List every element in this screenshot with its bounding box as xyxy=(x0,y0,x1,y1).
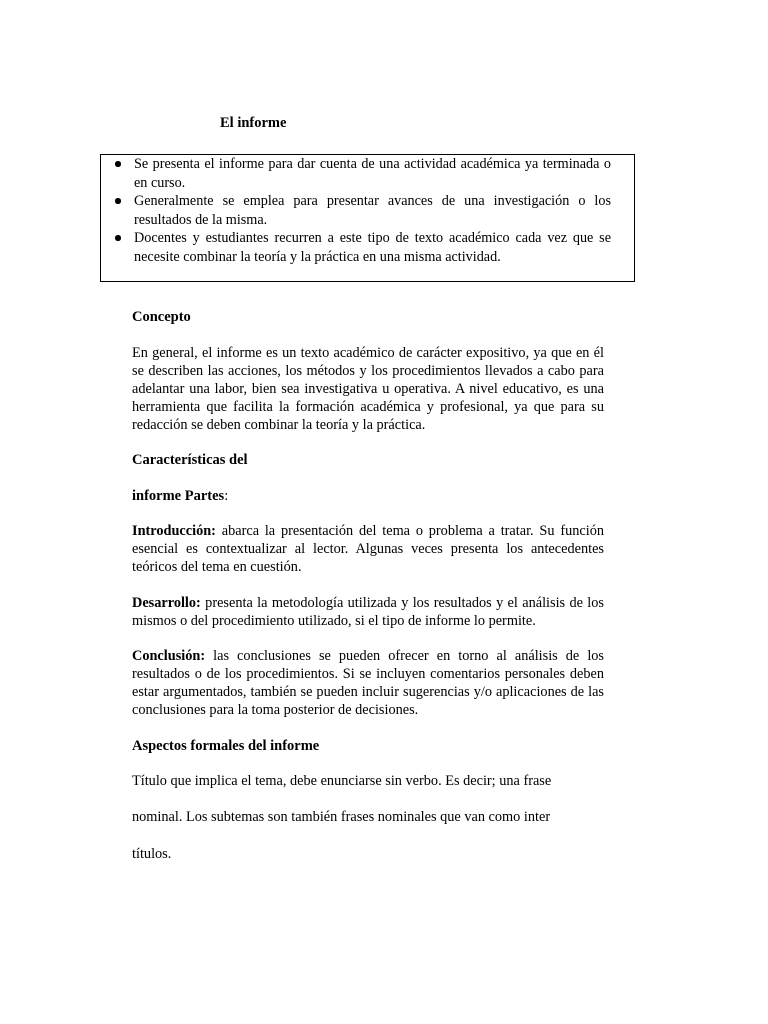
summary-item-text: Generalmente se emplea para presentar avances de una investigación o los resultados de la misma. xyxy=(134,193,611,228)
introduccion-text: abarca la presentación del tema o problema a tratar. Su función esencial es contextualizar al lector. Algunas veces presenta los antecedentes teóricos del tema en cuestión. xyxy=(132,523,604,575)
conclusion-label: Conclusión: xyxy=(132,648,206,664)
summary-item xyxy=(101,155,634,192)
conclusion-paragraph xyxy=(132,647,604,719)
summary-item xyxy=(101,229,634,266)
partes-heading xyxy=(132,487,228,505)
concepto-heading: Concepto xyxy=(132,309,191,325)
conclusion-text: las conclusiones se pueden ofrecer en torno al análisis de los resultados o de los procedimientos. Si se incluyen comentarios personales deben estar argumentados, también se pueden incluir sugerencias y/o aplicaciones de las conclusiones para la toma posterior de decisiones. xyxy=(132,648,604,718)
summary-box xyxy=(100,154,635,282)
summary-item-text: Docentes y estudiantes recurren a este tipo de texto académico cada vez que se necesite combinar la teoría y la práctica en una misma actividad. xyxy=(134,230,611,265)
summary-item-text: Se presenta el informe para dar cuenta de una actividad académica ya terminada o en curso. xyxy=(134,156,611,191)
aspectos-line-1: Título que implica el tema, debe enunciarse sin verbo. Es decir; una frase xyxy=(132,773,552,789)
aspectos-heading: Aspectos formales del informe xyxy=(132,738,320,754)
concepto-paragraph: En general, el informe es un texto académico de carácter expositivo, ya que en él se describen las acciones, los métodos y los procedimientos llevados a cabo para adelantar una labor, bien sea investigativa u operativa. A nivel educativo, es una herramienta que facilita la formación académica y profesional, ya que para su redacción se deben combinar la teoría y la práctica. xyxy=(132,345,604,433)
document-title: El informe xyxy=(220,115,287,131)
caracteristicas-heading: Características del xyxy=(132,452,248,468)
bullet-icon xyxy=(115,235,121,241)
introduccion-label: Introducción: xyxy=(132,523,216,539)
desarrollo-label: Desarrollo: xyxy=(132,595,201,611)
aspectos-line-3: títulos. xyxy=(132,846,172,862)
partes-heading-text: informe Partes xyxy=(132,488,225,504)
desarrollo-text: presenta la metodología utilizada y los resultados y el análisis de los mismos o del procedimiento utilizado, si el tipo de informe lo permite. xyxy=(132,595,604,629)
desarrollo-paragraph xyxy=(132,594,604,630)
bullet-icon xyxy=(115,198,121,204)
summary-item xyxy=(101,192,634,229)
aspectos-line-2: nominal. Los subtemas son también frases nominales que van como inter xyxy=(132,809,551,825)
bullet-icon xyxy=(115,161,121,167)
partes-heading-colon: : xyxy=(224,488,229,504)
introduccion-paragraph xyxy=(132,522,604,576)
summary-list xyxy=(101,155,634,266)
